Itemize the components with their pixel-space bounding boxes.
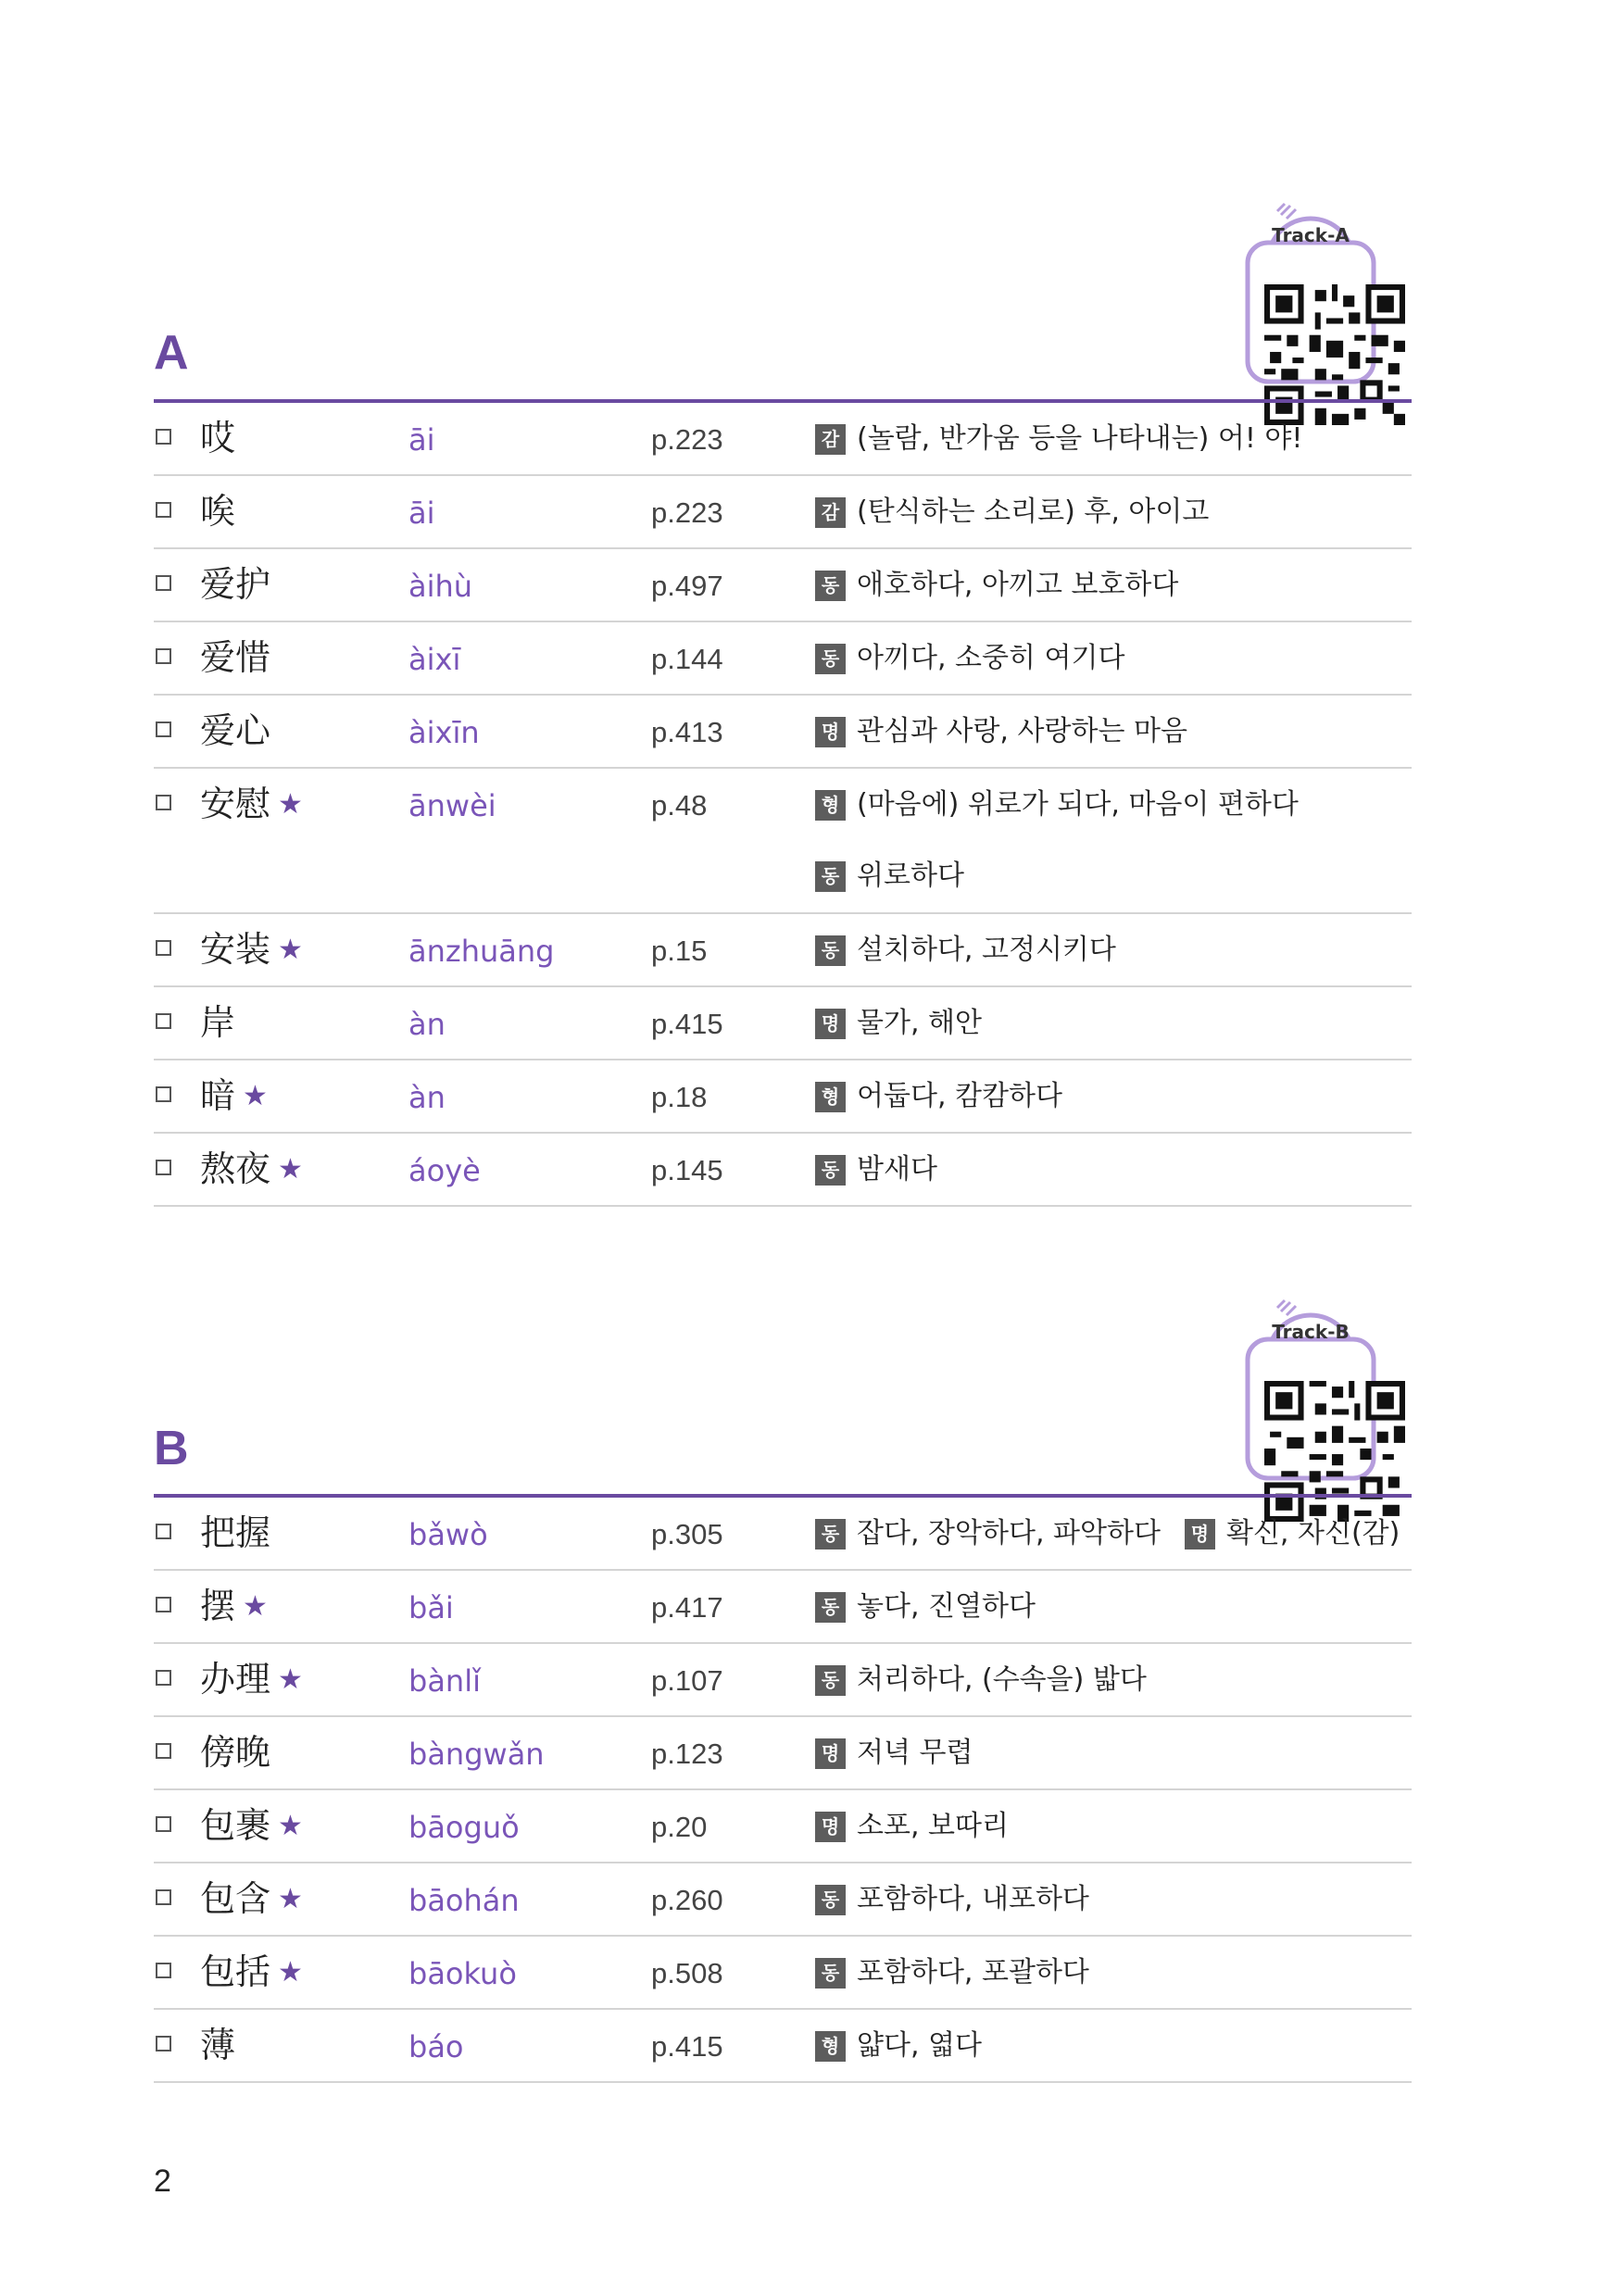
star-icon: ★ bbox=[278, 1663, 303, 1696]
definition bbox=[815, 641, 1124, 676]
pos-badge: 동 bbox=[815, 644, 846, 674]
vocab-row bbox=[154, 549, 1412, 622]
star-icon: ★ bbox=[278, 1956, 303, 1989]
pos-badge: 감 bbox=[815, 424, 846, 455]
hanzi: 安装 ★ bbox=[200, 929, 303, 970]
checkbox[interactable] bbox=[156, 1013, 171, 1029]
page-ref: p.223 bbox=[651, 423, 723, 456]
definition bbox=[815, 1736, 973, 1771]
pos-badge: 동 bbox=[815, 1519, 846, 1549]
definition bbox=[815, 1882, 1089, 1917]
definition bbox=[815, 421, 1302, 457]
vocab-row bbox=[154, 769, 1412, 914]
definition bbox=[815, 859, 964, 894]
checkbox[interactable] bbox=[156, 429, 171, 445]
checkbox[interactable] bbox=[156, 1160, 171, 1175]
vocab-row bbox=[154, 476, 1412, 549]
pos-badge: 명 bbox=[815, 1009, 846, 1039]
checkbox[interactable] bbox=[156, 648, 171, 664]
definition bbox=[815, 1516, 1400, 1551]
page-ref: p.415 bbox=[651, 2030, 723, 2063]
pinyin: àn bbox=[408, 1080, 446, 1115]
pos-badge: 형 bbox=[815, 2031, 846, 2062]
page-ref: p.260 bbox=[651, 1884, 723, 1916]
definition-text: 저녁 무렵 bbox=[857, 1737, 973, 1769]
hanzi: 把握 bbox=[200, 1512, 271, 1553]
pinyin: àn bbox=[408, 1007, 446, 1042]
definition-text: 포함하다, 내포하다 bbox=[857, 1883, 1089, 1915]
hanzi: 熬夜 ★ bbox=[200, 1148, 303, 1189]
pos-badge: 감 bbox=[815, 497, 846, 528]
pinyin: bàngwǎn bbox=[408, 1737, 545, 1772]
definition-text: (놀람, 반가움 등을 나타내는) 어! 야! bbox=[857, 422, 1303, 455]
vocab-row bbox=[154, 1498, 1412, 1571]
star-icon: ★ bbox=[243, 1080, 268, 1112]
page-ref: p.305 bbox=[651, 1518, 723, 1550]
pinyin: àixīn bbox=[408, 715, 480, 750]
definition bbox=[815, 1589, 1036, 1625]
pos-badge: 형 bbox=[815, 790, 846, 821]
pos-badge: 동 bbox=[815, 935, 846, 966]
definition-text: (탄식하는 소리로) 후, 아이고 bbox=[857, 496, 1210, 528]
definition bbox=[815, 1662, 1147, 1698]
definition-text: 놓다, 진열하다 bbox=[857, 1590, 1036, 1623]
hanzi: 包括 ★ bbox=[200, 1951, 303, 1992]
page-ref: p.223 bbox=[651, 496, 723, 529]
hanzi: 薄 bbox=[200, 2025, 236, 2065]
pos-badge: 동 bbox=[815, 1958, 846, 1989]
pinyin: bāokuò bbox=[408, 1956, 517, 1991]
pos-badge: 명 bbox=[815, 1812, 846, 1842]
checkbox[interactable] bbox=[156, 1670, 171, 1686]
page-ref: p.18 bbox=[651, 1081, 708, 1113]
checkbox[interactable] bbox=[156, 1963, 171, 1978]
hanzi: 傍晚 bbox=[200, 1732, 271, 1773]
pinyin: bànlǐ bbox=[408, 1663, 481, 1699]
definition bbox=[815, 1809, 1009, 1844]
definition-text: 잡다, 장악하다, 파악하다 bbox=[857, 1517, 1161, 1549]
definition-text: 애호하다, 아끼고 보호하다 bbox=[857, 569, 1179, 601]
pos-badge: 명 bbox=[815, 1738, 846, 1769]
star-icon: ★ bbox=[278, 934, 303, 966]
definition bbox=[815, 495, 1209, 530]
track-b-qr-badge[interactable] bbox=[1240, 1291, 1381, 1486]
definition-text: 물가, 해안 bbox=[857, 1007, 982, 1039]
vocab-row bbox=[154, 1060, 1412, 1134]
pinyin: ānzhuāng bbox=[408, 934, 555, 969]
page-ref: p.107 bbox=[651, 1664, 723, 1697]
pinyin: bāoguǒ bbox=[408, 1810, 520, 1845]
hanzi: 暗 ★ bbox=[200, 1075, 268, 1116]
hanzi: 包裹 ★ bbox=[200, 1805, 303, 1846]
pos-badge: 명 bbox=[1185, 1519, 1215, 1549]
pinyin: báo bbox=[408, 2029, 464, 2064]
definition-text: 포함하다, 포괄하다 bbox=[857, 1956, 1089, 1989]
checkbox[interactable] bbox=[156, 721, 171, 737]
vocab-row bbox=[154, 696, 1412, 769]
pinyin: bǎi bbox=[408, 1590, 454, 1625]
vocab-row bbox=[154, 987, 1412, 1060]
vocab-row bbox=[154, 1937, 1412, 2010]
vocab-row bbox=[154, 403, 1412, 476]
hanzi: 唉 bbox=[200, 491, 236, 532]
page-ref: p.48 bbox=[651, 789, 708, 822]
definition bbox=[815, 714, 1187, 749]
pinyin: āi bbox=[408, 422, 435, 458]
page-ref: p.413 bbox=[651, 716, 723, 748]
definition bbox=[815, 1006, 982, 1041]
pinyin: bǎwò bbox=[408, 1517, 488, 1552]
page-ref: p.15 bbox=[651, 935, 708, 967]
hanzi: 哎 bbox=[200, 418, 236, 458]
vocab-row bbox=[154, 2010, 1412, 2083]
page-ref: p.145 bbox=[651, 1154, 723, 1186]
page-number: 2 bbox=[154, 2164, 171, 2199]
pinyin: āi bbox=[408, 496, 435, 531]
definition bbox=[815, 1152, 937, 1187]
pos-badge: 동 bbox=[815, 1665, 846, 1696]
vocab-table bbox=[154, 1498, 1412, 2083]
definition-text: (마음에) 위로가 되다, 마음이 편하다 bbox=[857, 788, 1299, 821]
pos-badge: 동 bbox=[815, 1155, 846, 1186]
checkbox[interactable] bbox=[156, 1816, 171, 1832]
hanzi: 安慰 ★ bbox=[200, 784, 303, 824]
track-label: Track-A bbox=[1272, 224, 1350, 246]
pos-badge: 형 bbox=[815, 1082, 846, 1112]
star-icon: ★ bbox=[278, 1153, 303, 1186]
pinyin: ānwèi bbox=[408, 788, 496, 823]
page-ref: p.415 bbox=[651, 1008, 723, 1040]
hanzi: 办理 ★ bbox=[200, 1659, 303, 1700]
definition-text: 설치하다, 고정시키다 bbox=[857, 934, 1116, 966]
checkbox[interactable] bbox=[156, 2036, 171, 2051]
vocab-row bbox=[154, 622, 1412, 696]
vocab-table bbox=[154, 403, 1412, 1207]
page-ref: p.144 bbox=[651, 643, 723, 675]
checkbox[interactable] bbox=[156, 940, 171, 956]
pos-badge: 동 bbox=[815, 571, 846, 601]
vocab-row bbox=[154, 914, 1412, 987]
hanzi: 爱心 bbox=[200, 710, 271, 751]
section-letter: A bbox=[154, 326, 189, 380]
checkbox[interactable] bbox=[156, 1743, 171, 1759]
definition-text: 밤새다 bbox=[857, 1153, 937, 1186]
pinyin: àixī bbox=[408, 642, 461, 677]
vocab-row bbox=[154, 1717, 1412, 1790]
definition-text: 위로하다 bbox=[857, 859, 964, 892]
vocab-row bbox=[154, 1863, 1412, 1937]
checkbox[interactable] bbox=[156, 575, 171, 591]
pos-badge: 동 bbox=[815, 1592, 846, 1623]
section-letter: B bbox=[154, 1422, 189, 1475]
definition-text: 소포, 보따리 bbox=[857, 1810, 1009, 1842]
page-ref: p.20 bbox=[651, 1811, 708, 1843]
definition-text: 처리하다, (수속을) 밟다 bbox=[857, 1663, 1147, 1696]
page-ref: p.508 bbox=[651, 1957, 723, 1989]
star-icon: ★ bbox=[278, 1810, 303, 1842]
checkbox[interactable] bbox=[156, 502, 171, 518]
definition bbox=[815, 1079, 1062, 1114]
definition bbox=[815, 1955, 1089, 1990]
star-icon: ★ bbox=[278, 1883, 303, 1915]
vocab-row bbox=[154, 1571, 1412, 1644]
track-a-qr-badge[interactable] bbox=[1240, 194, 1381, 389]
definition bbox=[815, 787, 1299, 822]
definition bbox=[815, 933, 1116, 968]
vocab-row bbox=[154, 1134, 1412, 1207]
pos-badge: 동 bbox=[815, 861, 846, 892]
checkbox[interactable] bbox=[156, 1597, 171, 1612]
hanzi: 摆 ★ bbox=[200, 1586, 268, 1626]
track-label: Track-B bbox=[1272, 1321, 1350, 1343]
pinyin: àihù bbox=[408, 569, 473, 604]
checkbox[interactable] bbox=[156, 1889, 171, 1905]
checkbox[interactable] bbox=[156, 1086, 171, 1102]
pinyin: áoyè bbox=[408, 1153, 481, 1188]
checkbox[interactable] bbox=[156, 795, 171, 810]
star-icon: ★ bbox=[278, 788, 303, 821]
star-icon: ★ bbox=[243, 1590, 268, 1623]
vocab-row bbox=[154, 1644, 1412, 1717]
definition-text: 확신, 자신(감) bbox=[1225, 1517, 1400, 1549]
vocab-row bbox=[154, 1790, 1412, 1863]
definition-text: 아끼다, 소중히 여기다 bbox=[857, 642, 1125, 674]
page-ref: p.497 bbox=[651, 570, 723, 602]
page-ref: p.123 bbox=[651, 1738, 723, 1770]
hanzi: 包含 ★ bbox=[200, 1878, 303, 1919]
definition-text: 어둡다, 캄캄하다 bbox=[857, 1080, 1062, 1112]
pinyin: bāohán bbox=[408, 1883, 520, 1918]
page-ref: p.417 bbox=[651, 1591, 723, 1624]
hanzi: 爱护 bbox=[200, 564, 271, 605]
hanzi: 爱惜 bbox=[200, 637, 271, 678]
hanzi: 岸 bbox=[200, 1002, 236, 1043]
pos-badge: 명 bbox=[815, 717, 846, 747]
definition-text: 얇다, 엷다 bbox=[857, 2029, 982, 2062]
definition bbox=[815, 568, 1178, 603]
definition bbox=[815, 2028, 982, 2064]
definition-text: 관심과 사랑, 사랑하는 마음 bbox=[857, 715, 1187, 747]
pos-badge: 동 bbox=[815, 1885, 846, 1915]
checkbox[interactable] bbox=[156, 1524, 171, 1539]
